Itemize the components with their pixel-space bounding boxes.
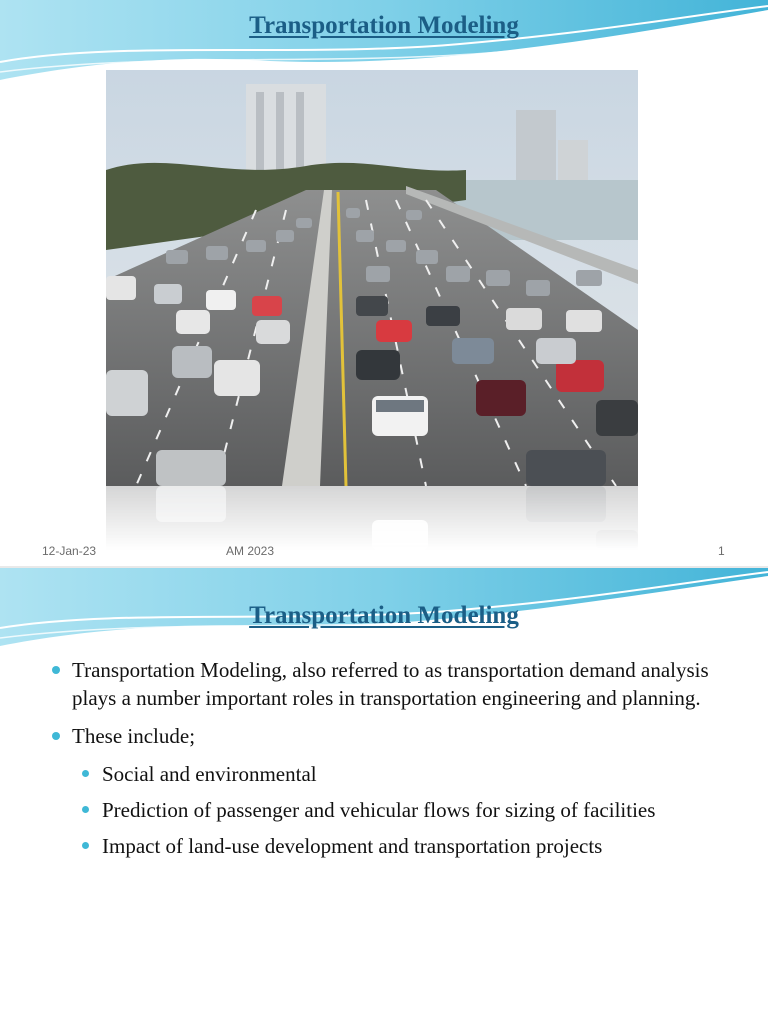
sub-bullet-item: Social and environmental bbox=[80, 760, 740, 788]
footer-date: 12-Jan-23 bbox=[42, 544, 97, 558]
highway-traffic-photo bbox=[106, 70, 638, 486]
slide-number: 1 bbox=[718, 544, 725, 558]
bullet-list bbox=[50, 656, 740, 868]
photo-reflection bbox=[106, 486, 638, 550]
bullet-item: These include; bbox=[50, 722, 740, 750]
bullet-item: Transportation Modeling, also referred to as transportation demand analysis plays a number important roles in transportation engineering and planning. bbox=[50, 656, 740, 712]
slide-title: Transportation Modeling bbox=[249, 12, 519, 39]
sub-bullet-item: Prediction of passenger and vehicular flows for sizing of facilities bbox=[80, 796, 740, 824]
slide-2 bbox=[0, 568, 768, 1024]
footer-text: AM 2023 bbox=[226, 544, 275, 558]
slide-title: Transportation Modeling bbox=[249, 602, 519, 629]
sub-bullet-item: Impact of land-use development and transportation projects bbox=[80, 832, 740, 860]
